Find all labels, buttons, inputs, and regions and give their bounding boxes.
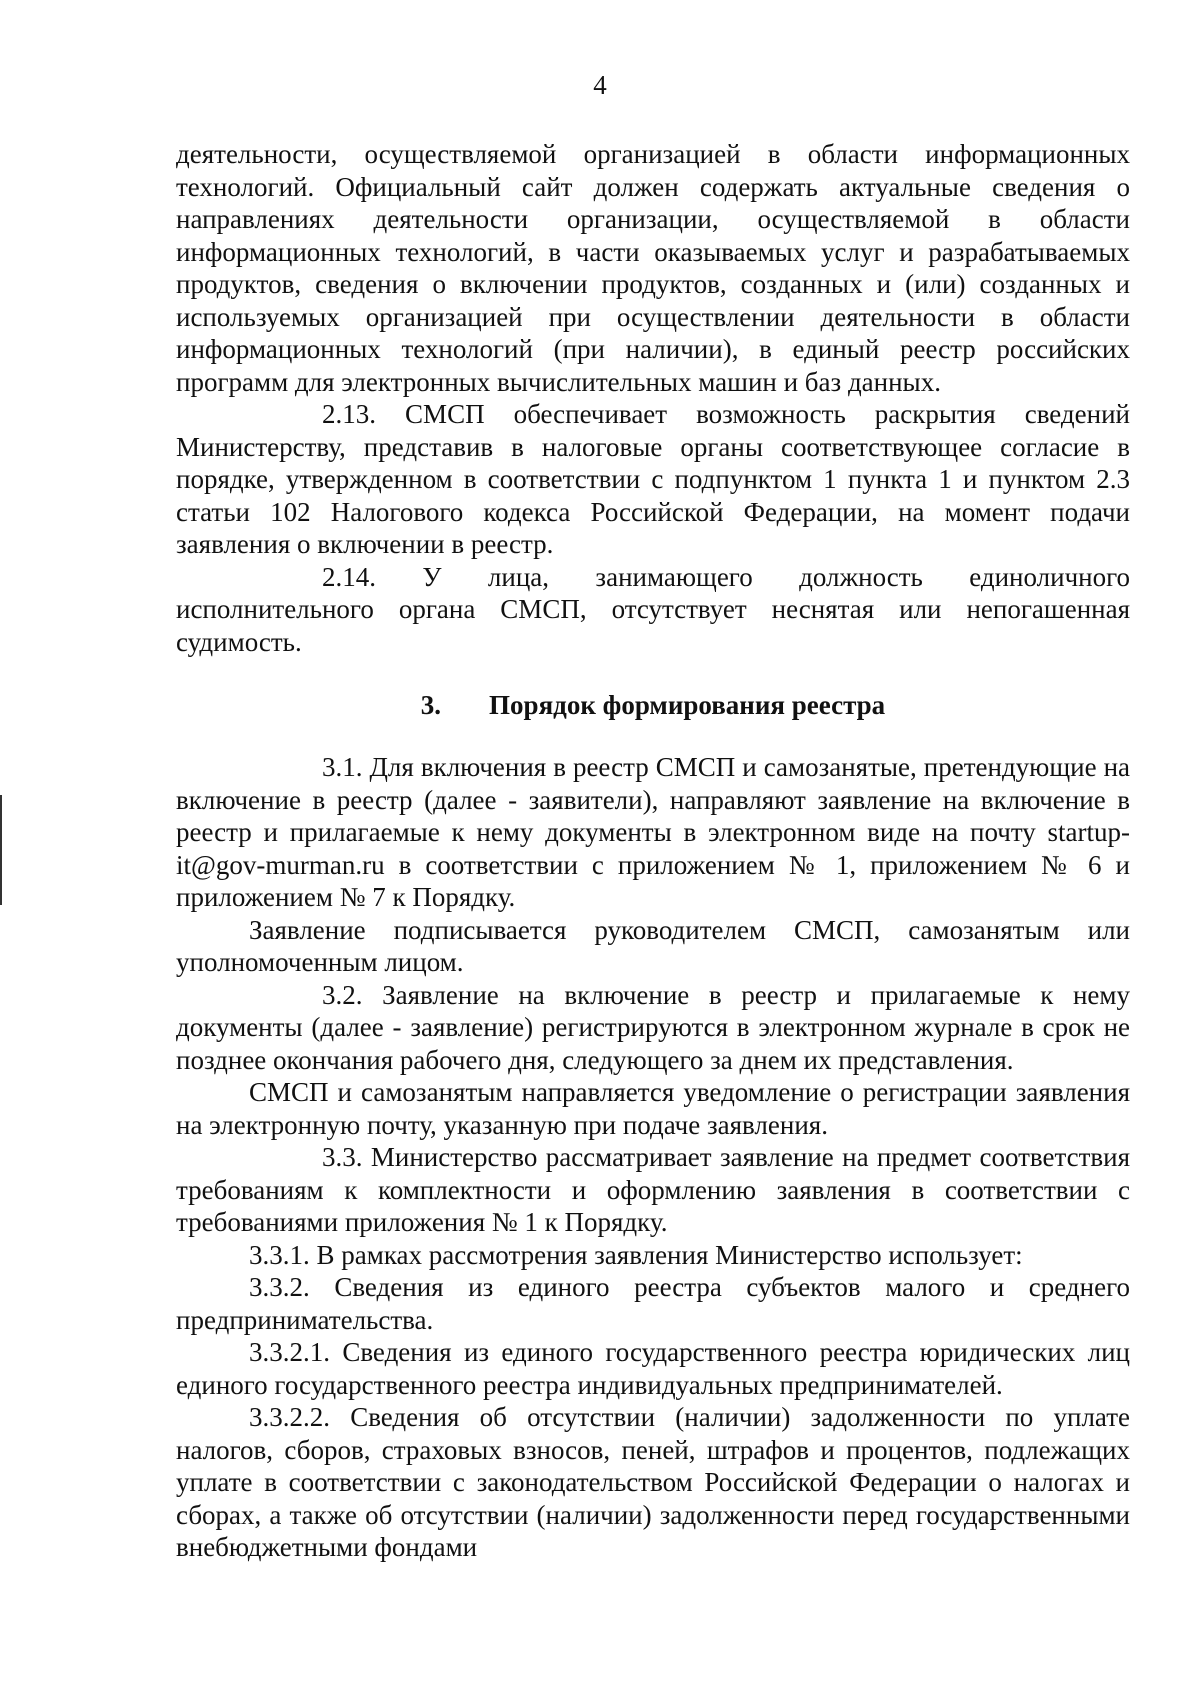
paragraph-3-1: 3.1. Для включения в реестр СМСП и самозанятые, претендующие на включение в реестр (далее - заявители), направляют заявление на включение в реестр и прилагаемые к нему документы в электронном виде на почту startup-it@gov-murman.ru в соответствии с приложением № 1, приложением № 6 и приложением № 7 к Порядку. — [176, 752, 1131, 912]
clause-number: 3.2. — [322, 979, 363, 1010]
paragraph-3-3: 3.3. Министерство рассматривает заявление на предмет соответствия требованиям к комплектности и оформлению заявления в соответствии с требованиями приложения № 1 к Порядку. — [176, 1142, 1131, 1237]
paragraph-2-13: 2.13. СМСП обеспечивает возможность раскрытия сведений Министерству, представив в налоговые органы соответствующее согласие в порядке, утвержденном в соответствии с подпунктом 1 пункта 1 и пунктом 2.3 статьи 102 Налогового кодекса Российской Федерации, на момент подачи заявления о включении в реестр. — [176, 399, 1131, 559]
paragraph-notification: СМСП и самозанятым направляется уведомление о регистрации заявления на электронную почту, указанную при подаче заявления. — [176, 1077, 1130, 1140]
paragraph-continuation: деятельности, осуществляемой организацией в области информационных технологий. Официальный сайт должен содержать актуальные сведения о направлениях деятельности организации, осуществляемой в области информационных технологий, в части оказываемых услуг и разрабатываемых продуктов, сведения о включении продуктов, созданных и (или) созданных и используемых организацией при осуществлении деятельности в области информационных технологий (при наличии), в единый реестр российских программ для электронных вычислительных машин и баз данных. — [176, 139, 1130, 397]
paragraph-3-3-2-2: 3.3.2.2. Сведения об отсутствии (наличии) задолженности по уплате налогов, сборов, страховых взносов, пеней, штрафов и процентов, подлежащих уплате в соответствии с законодательством Российской Федерации о налогах и сборах, а также об отсутствии (наличии) задолженности перед государственными внебюджетными фондами — [176, 1402, 1130, 1562]
document-body — [176, 138, 1130, 1564]
paragraph-3-3-2: 3.3.2. Сведения из единого реестра субъектов малого и среднего предпринимательства. — [176, 1272, 1130, 1335]
clause-number: 3.3. — [322, 1142, 363, 1172]
paragraph-3-2: 3.2. Заявление на включение в реестр и прилагаемые к нему документы (далее - заявление) регистрируются в электронном журнале в срок не позднее окончания рабочего дня, следующего за днем их представления. — [176, 979, 1131, 1075]
clause-number: 3.1. — [322, 752, 363, 782]
section-heading — [176, 689, 1130, 721]
page-number: 4 — [593, 70, 607, 100]
clause-number: 2.14. — [322, 561, 376, 592]
paragraph-3-3-2-1: 3.3.2.1. Сведения из единого государственного реестра юридических лиц единого государственного реестра индивидуальных предпринимателей. — [176, 1337, 1130, 1400]
paragraph-3-3-1: 3.3.1. В рамках рассмотрения заявления Министерство использует: — [249, 1239, 1023, 1270]
section-title: Порядок формирования реестра — [489, 690, 886, 720]
paragraph-signing: Заявление подписывается руководителем СМСП, самозанятым или уполномоченным лицом. — [176, 914, 1130, 977]
scan-margin-mark — [0, 795, 2, 905]
paragraph-2-14: 2.14. У лица, занимающего должность единоличного исполнительного органа СМСП, отсутствует неснятая или непогашенная судимость. — [176, 561, 1130, 657]
section-number: 3. — [420, 690, 442, 720]
clause-number: 2.13. — [322, 399, 376, 429]
